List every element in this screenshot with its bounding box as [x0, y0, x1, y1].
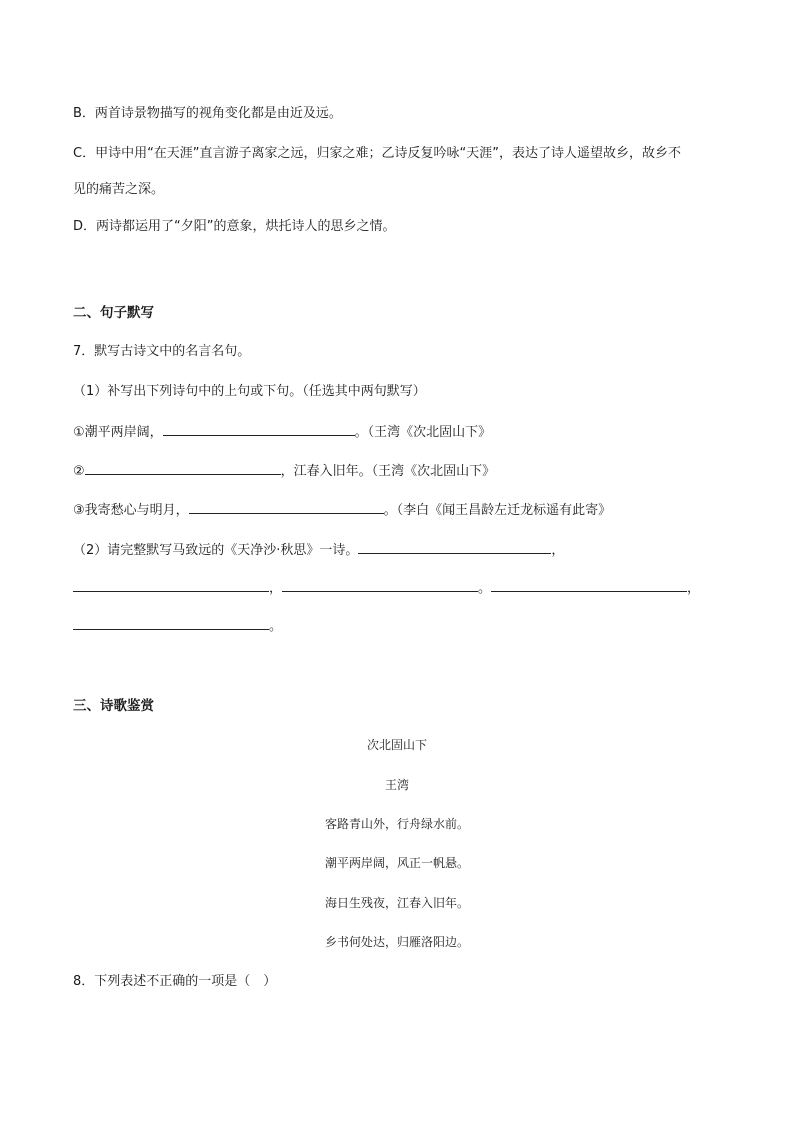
poem-line: 乡书何处达，归雁洛阳边。 [324, 935, 469, 949]
section-2-heading: 二、句子默写 [73, 305, 154, 321]
question-8-stem: 8．下列表述不正确的一项是（ ） [73, 974, 277, 989]
part-2-line2 [73, 578, 700, 598]
poem-author: 王湾 [384, 778, 409, 792]
fill-item-3 [73, 500, 611, 520]
answer-blank-2[interactable] [85, 461, 281, 475]
item-1-suffix: 。（王湾《次北固山下》 [354, 425, 492, 440]
option-c-line2: 见的痛苦之深。 [73, 182, 165, 197]
poem-blank-5[interactable] [73, 616, 269, 630]
option-d: D．两诗都运用了“夕阳”的意象，烘托诗人的思乡之情。 [73, 219, 396, 234]
poem-period-2: 。 [269, 619, 283, 634]
fill-item-2 [73, 461, 495, 481]
poem-comma-3: ， [687, 581, 701, 596]
poem-line: 海日生残夜，江春入旧年。 [324, 896, 469, 910]
poem-comma-1: ， [551, 543, 565, 558]
part-1-intro: （1）补写出下列诗句中的上句或下句。（任选其中两句默写） [73, 384, 426, 399]
part-2-intro: （2）请完整默写马致远的《天净沙·秋思》一诗。 [73, 543, 359, 558]
poem-period-1: 。 [478, 581, 492, 596]
poem-blank-2[interactable] [73, 578, 269, 592]
poem-blank-4[interactable] [491, 578, 687, 592]
question-7-stem: 7．默写古诗文中的名言名句。 [73, 344, 251, 359]
poem-line: 潮平两岸阔，风正一帆悬。 [324, 856, 469, 870]
poem-line: 客路青山外，行舟绿水前。 [324, 817, 469, 831]
section-3-heading: 三、诗歌鉴赏 [73, 698, 154, 714]
option-c-line1: C．甲诗中用“在天涯”直言游子离家之远，归家之难；乙诗反复吟咏“天涯”，表达了诗人遥望故乡，故乡不 [73, 146, 682, 161]
part-2-line3 [73, 616, 282, 636]
fill-item-1 [73, 422, 491, 442]
answer-blank-3[interactable] [189, 500, 384, 514]
item-2-prefix: ② [73, 464, 85, 479]
option-b: B．两首诗景物描写的视角变化都是由近及远。 [73, 106, 342, 121]
answer-blank-1[interactable] [163, 422, 355, 436]
part-2-line1 [73, 540, 564, 560]
poem-blank-1[interactable] [358, 540, 551, 554]
item-2-suffix: ，江春入旧年。（王湾《次北固山下》 [280, 464, 496, 479]
item-1-prefix: ①潮平两岸阔， [73, 425, 163, 440]
item-3-prefix: ③我寄愁心与明月， [73, 503, 189, 518]
poem-blank-3[interactable] [282, 578, 478, 592]
poem-comma-2: ， [269, 581, 283, 596]
item-3-suffix: 。（李白《闻王昌龄左迁龙标遥有此寄》 [383, 503, 612, 518]
poem-title: 次北固山下 [366, 738, 427, 752]
